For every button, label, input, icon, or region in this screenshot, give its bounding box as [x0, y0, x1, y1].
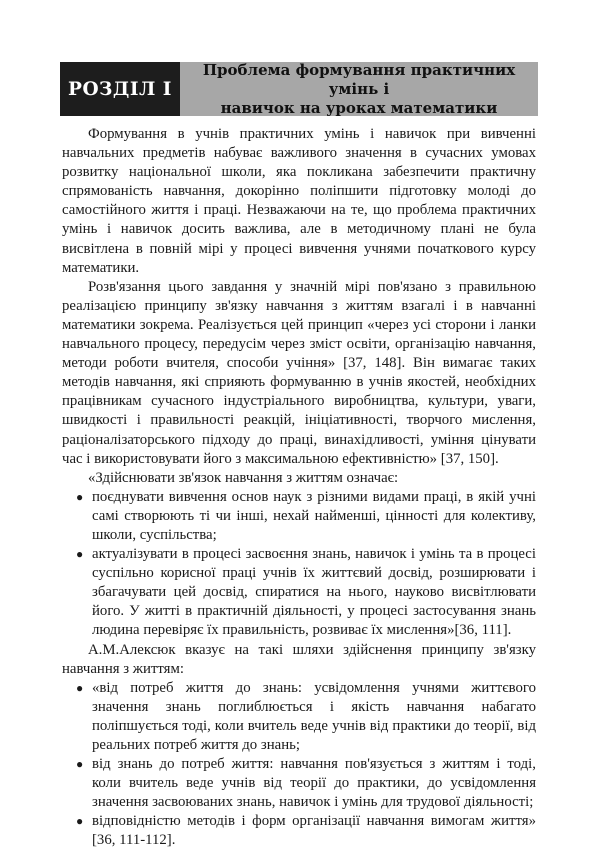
- section-title: [180, 62, 538, 116]
- list-item: ● актуалізувати в процесі засвоєння знань, навичок і умінь та в процесі суспільно корисної праці учнів їх життєвий досвід, розширювати і збагачувати цей досвід, спиратися на нього, науково висвітлювати його. У житті в практичній діяльності, у процесі застосування знань людина перевіряє їх правильність, розвиває їх мислення»[36, 111].: [76, 546, 536, 639]
- bullet-icon: ●: [76, 814, 84, 829]
- bullet-icon: ●: [76, 489, 84, 504]
- bullet-list-2: [62, 679, 536, 851]
- paragraph-4: А.М.Алексюк вказує на такі шляхи здійснення принципу зв'язку навчання з життям:: [62, 641, 536, 677]
- section-header: [60, 62, 538, 116]
- section-label: РОЗДІЛ І: [60, 62, 180, 116]
- paragraph-3: «Здійснювати зв'язок навчання з життям означає:: [88, 469, 399, 486]
- body-text: [62, 125, 536, 851]
- section-title-line1: Проблема формування практичних умінь і: [202, 60, 516, 98]
- list-item: ● від знань до потреб життя: навчання пов'язується з життям і тоді, коли вчитель веде учнів від теорії до практики, до усвідомлення значення засвоюваних знань, навичок і умінь для трудової діяльності;: [76, 756, 536, 811]
- list-item: ● «від потреб життя до знань: усвідомлення учнями життєвого значення знань поглиблюється і якість навчання набагато поліпшується тоді, коли вчитель веде учнів від практики до теорії, від реальних потреб життя до знань;: [76, 679, 536, 753]
- bullet-icon: ●: [76, 757, 84, 772]
- paragraph-2: Розв'язання цього завдання у значній мірі пов'язано з правильною реалізацією принципу зв'язку навчання з життям взагалі і в навчанні математики зокрема. Реалізується цей принцип «через усі сторони і ланки навчального процесу, передусім через зміст освіти, організацію навчання, методи роботи вчителя, способи учіння» [37, 148]. Він вимагає таких методів навчання, які сприяють формуванню в учнів якостей, необхідних працівникам сучасного індустріального виробництва, культури, уваги, швидкості і правильності реакцій, ініціативності, творчого мислення, раціоналізаторського підходу до праці, винахідливості, уміння цінувати час і використовувати його з максимальною ефективністю» [37, 150].: [62, 278, 536, 467]
- list-item: ● поєднувати вивчення основ наук з різними видами праці, в якій учні самі створюють ті чи інші, нехай найменші, цінності для колективу, школи, суспільства;: [76, 488, 536, 543]
- bullet-list-1: [62, 488, 536, 641]
- bullet-icon: ●: [76, 547, 84, 562]
- section-title-line2: навичок на уроках математики: [220, 98, 498, 117]
- bullet-icon: ●: [76, 680, 84, 695]
- list-item: ● відповідністю методів і форм організації навчання вимогам життя» [36, 111-112].: [76, 813, 536, 849]
- paragraph-1: Формування в учнів практичних умінь і навичок при вивченні навчальних предметів набуває важливого значення в сучасних умовах розвитку національної школи, яка покликана забезпечити практичну спрямованість навчання, докорінно поліпшити підготовку молоді до самостійного життя і праці. Незважаючи на те, що проблема практичних умінь і навичок досить важлива, але в методичному плані не була висвітлена в повній мірі у процесі вивчення учнями початкового курсу математики.: [62, 126, 536, 276]
